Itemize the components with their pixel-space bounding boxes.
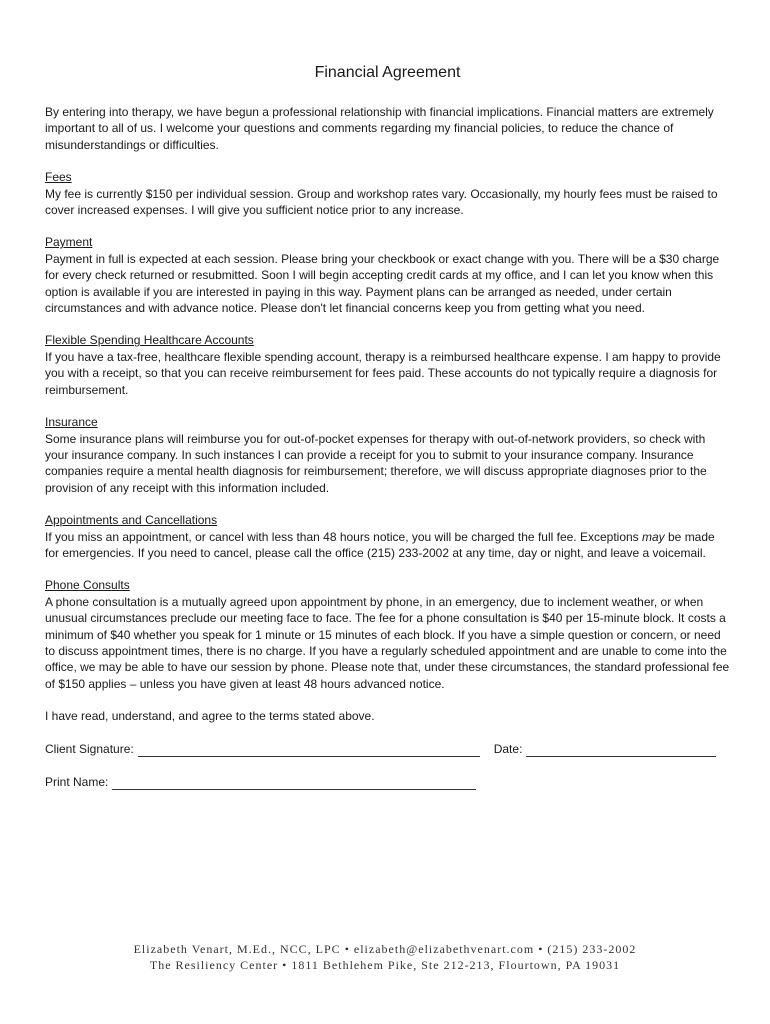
section-payment [45,234,730,316]
section-heading: Flexible Spending Healthcare Accounts [45,333,254,348]
print-name-row [45,774,730,790]
page-footer [0,941,770,973]
section-appointments [45,512,730,561]
date-field[interactable] [526,744,716,757]
print-name-label: Print Name: [45,774,109,789]
section-body: Some insurance plans will reimburse you for out-of-pocket expenses for therapy with out-of-network providers, so check with your insurance company. In such instances I can provide a receipt for you to submit to your insurance company. Insurance companies require a mental health diagnosis for reimbursement; therefore, we will discuss appropriate diagnoses prior to the provision of any receipt with this information included. [45,431,707,495]
section-body: Payment in full is expected at each session. Please bring your checkbook or exact change with you. There will be a $30 charge for every check returned or resubmitted. Soon I will begin accepting credit cards at my office, and I can let you know when this option is available if you are interested in paying in this way. Payment plans can be arranged as needed, under certain circumstances and with advance notice. Please don't let financial concerns keep you from getting what you need. [45,251,720,316]
agreement-statement: I have read, understand, and agree to the terms stated above. [45,709,375,724]
section-insurance [45,414,730,496]
section-flexible-spending [45,332,730,398]
section-heading: Appointments and Cancellations [45,513,218,528]
footer-contact-line: Elizabeth Venart, M.Ed., NCC, LPC • elizabeth@elizabethvenart.com • (215) 233-2002 [133,942,637,956]
date-label: Date: [493,741,523,756]
section-body: If you have a tax-free, healthcare flexible spending account, therapy is a reimbursed healthcare expense. I am happy to provide you with a receipt, so that you can receive reimbursement for fees paid. These accounts do not typically require a diagnosis for reimbursement. [45,349,721,397]
section-body [45,529,730,562]
body-text-after: be made for emergencies. If you need to cancel, please call the office (215) 233-2002 at any time, day or night, and leave a voicemail. [45,529,715,560]
print-name-field[interactable] [112,777,476,790]
body-text-before: If you miss an appointment, or cancel with less than 48 hours notice, you will be charged the full fee. Exceptions [45,529,642,544]
client-signature-field[interactable] [138,744,480,757]
section-heading: Insurance [45,415,98,430]
section-fees [45,169,730,218]
document-title: Financial Agreement [314,64,461,81]
section-body: My fee is currently $150 per individual session. Group and workshop rates vary. Occasionally, my hourly fees must be raised to cover increased expenses. I will give you sufficient notice prior to any increase. [45,186,718,218]
section-heading: Phone Consults [45,578,130,593]
client-signature-label: Client Signature: [45,741,134,756]
body-emphasis: may [642,529,665,544]
section-heading: Payment [45,235,93,250]
intro-paragraph: By entering into therapy, we have begun a professional relationship with financial implications. Financial matters are extremely important to all of us. I welcome your questions and comments regarding my financial policies, to reduce the chance of misunderstandings or difficulties. [45,105,714,152]
document-page [45,64,730,807]
footer-address-line: The Resiliency Center • 1811 Bethlehem Pike, Ste 212-213, Flourtown, PA 19031 [149,958,621,972]
section-body: A phone consultation is a mutually agreed upon appointment by phone, in an emergency, due to inclement weather, or when unusual circumstances preclude our meeting face to face. The fee for a phone consultation is $40 per 15-minute block. It costs a minimum of $40 whether you speak for 1 minute or 15 minutes of each block. If you have a simple question or concern, or need to discuss appointment times, there is no charge. If you have a regularly scheduled appointment and are unable to come into the office, we may be able to have our session by phone. Please note that, under these circumstances, the standard professional fee of $150 applies – unless you have given at least 48 hours advanced notice. [45,594,730,691]
section-phone-consults [45,577,730,692]
section-heading: Fees [45,170,72,185]
signature-row [45,741,730,757]
